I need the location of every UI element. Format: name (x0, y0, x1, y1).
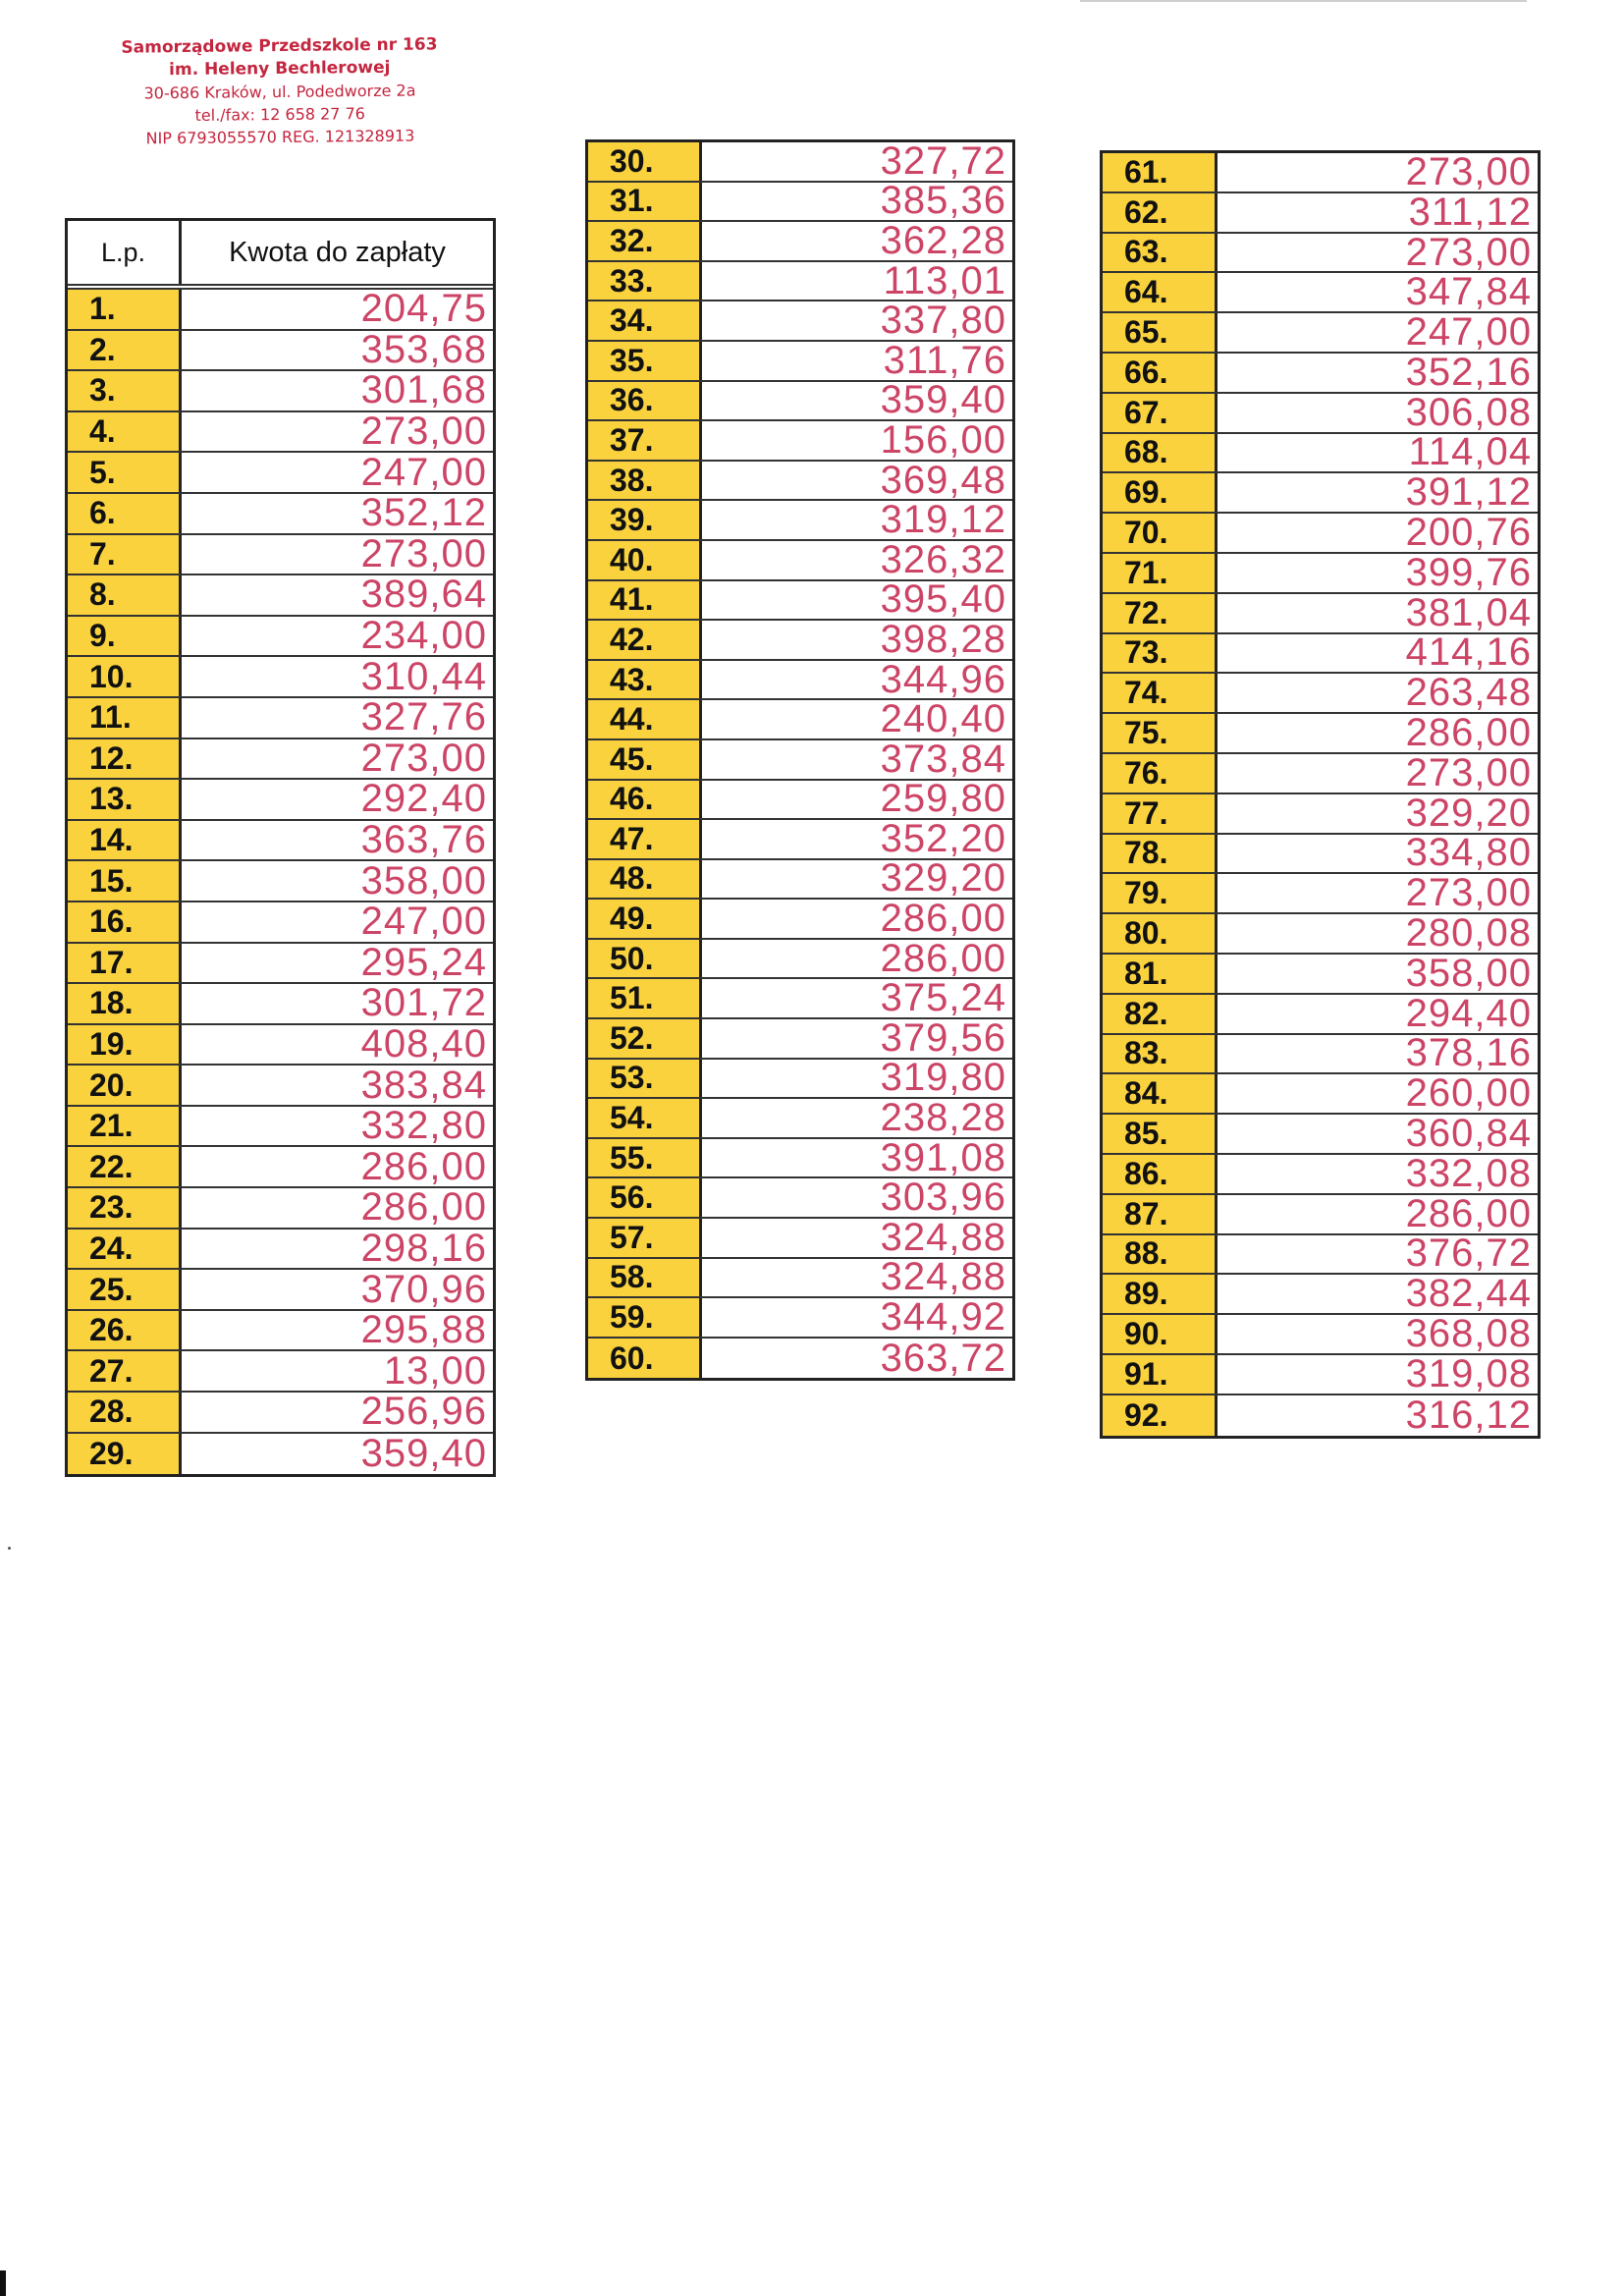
row-number: 77. (1103, 794, 1218, 833)
institution-stamp (92, 33, 466, 150)
row-number: 25. (68, 1270, 182, 1309)
row-number: 18. (68, 984, 182, 1023)
table-row (68, 1390, 493, 1434)
table-row (1103, 470, 1538, 515)
payment-table-2 (585, 139, 1015, 1381)
table-row (68, 491, 493, 535)
table-row (1103, 590, 1538, 634)
amount-due: 352,16 (1405, 350, 1532, 394)
amount-due: 362,28 (880, 218, 1006, 262)
row-number: 74. (1103, 674, 1218, 712)
table-row (588, 218, 1012, 262)
table-row (1103, 511, 1538, 555)
table-row (1103, 831, 1538, 875)
row-number: 51. (588, 979, 702, 1017)
row-number: 73. (1103, 634, 1218, 673)
table-row (1103, 390, 1538, 434)
amount-due: 286,00 (880, 897, 1006, 941)
amount-due: 319,08 (1405, 1351, 1532, 1395)
table-row (588, 737, 1012, 781)
row-number: 10. (68, 657, 182, 696)
row-number: 66. (1103, 354, 1218, 392)
table-row (588, 577, 1012, 622)
amount-due: 359,40 (880, 378, 1006, 422)
amount-due: 381,04 (1405, 590, 1532, 634)
scan-speck (8, 1547, 11, 1550)
amount-due: 358,00 (1405, 951, 1532, 995)
row-number: 6. (68, 494, 182, 533)
amount-due: 329,20 (1405, 791, 1532, 835)
table-row (68, 1226, 493, 1271)
row-number: 28. (68, 1393, 182, 1432)
table-row (68, 736, 493, 781)
row-number: 52. (588, 1019, 702, 1058)
table-row (1103, 1112, 1538, 1156)
amount-due: 200,76 (1405, 511, 1532, 555)
amount-due: 332,08 (1405, 1151, 1532, 1195)
row-number: 90. (1103, 1315, 1218, 1353)
amount-due: 286,00 (360, 1185, 487, 1230)
amount-due: 273,00 (360, 736, 487, 780)
table-row (68, 1144, 493, 1188)
row-number: 46. (588, 781, 702, 819)
row-number: 42. (588, 621, 702, 659)
amount-due: 398,28 (880, 617, 1006, 661)
row-number: 44. (588, 700, 702, 738)
amount-due: 376,72 (1405, 1231, 1532, 1276)
amount-due: 238,28 (880, 1096, 1006, 1140)
row-number: 7. (68, 535, 182, 574)
row-number: 89. (1103, 1275, 1218, 1313)
amount-due: 13,00 (383, 1348, 487, 1393)
amount-due: 368,08 (1405, 1312, 1532, 1356)
amount-due: 408,40 (360, 1021, 487, 1066)
table-row (588, 498, 1012, 542)
scan-edge-line (1080, 0, 1527, 2)
table-row (1103, 149, 1538, 193)
row-number: 87. (1103, 1195, 1218, 1233)
amount-due: 334,80 (1405, 831, 1532, 875)
amount-due: 382,44 (1405, 1272, 1532, 1316)
amount-due: 370,96 (360, 1267, 487, 1311)
row-number: 27. (68, 1351, 182, 1391)
table-row (1103, 1191, 1538, 1235)
row-number: 21. (68, 1107, 182, 1146)
amount-due: 280,08 (1405, 911, 1532, 956)
row-number: 79. (1103, 874, 1218, 912)
row-number: 41. (588, 581, 702, 620)
row-number: 40. (588, 541, 702, 579)
table-row (588, 1255, 1012, 1299)
table-row (1103, 671, 1538, 715)
amount-due: 273,00 (1405, 750, 1532, 794)
table-row (68, 531, 493, 576)
table-row (588, 378, 1012, 422)
table-row (68, 412, 493, 454)
row-number: 24. (68, 1230, 182, 1269)
amount-due: 395,40 (880, 577, 1006, 622)
row-number: 83. (1103, 1035, 1218, 1073)
amount-due: 352,12 (360, 491, 487, 535)
row-number: 64. (1103, 273, 1218, 311)
amount-due: 337,80 (880, 299, 1006, 343)
amount-due: 319,12 (880, 498, 1006, 542)
table-row (1103, 230, 1538, 274)
table-row (588, 417, 1012, 462)
table-row (1103, 871, 1538, 915)
table-row (588, 617, 1012, 661)
amount-due: 263,48 (1405, 671, 1532, 715)
amount-due: 379,56 (880, 1015, 1006, 1060)
row-number: 85. (1103, 1115, 1218, 1153)
row-number: 22. (68, 1147, 182, 1186)
table-row (588, 301, 1012, 342)
table-row (68, 777, 493, 821)
table-row (68, 1431, 493, 1475)
table-row (68, 287, 493, 331)
amount-due: 375,24 (880, 976, 1006, 1020)
table-row (588, 936, 1012, 980)
row-number: 88. (1103, 1235, 1218, 1274)
amount-due: 399,76 (1405, 550, 1532, 594)
amount-due: 301,72 (360, 981, 487, 1025)
amount-due: 414,16 (1405, 630, 1532, 675)
row-number: 39. (588, 501, 702, 539)
amount-due: 326,32 (880, 537, 1006, 581)
row-number: 45. (588, 740, 702, 779)
table-row (588, 1295, 1012, 1339)
amount-due: 347,84 (1405, 270, 1532, 314)
amount-due: 378,16 (1405, 1031, 1532, 1075)
amount-due: 259,80 (880, 777, 1006, 821)
row-number: 70. (1103, 514, 1218, 552)
amount-due: 273,00 (360, 531, 487, 575)
amount-due: 329,20 (880, 856, 1006, 901)
table-row (588, 897, 1012, 941)
amount-due: 358,00 (360, 858, 487, 902)
table-row (68, 1063, 493, 1107)
row-number: 11. (68, 698, 182, 738)
amount-due: 353,68 (360, 327, 487, 371)
header-lp: L.p. (68, 221, 182, 284)
amount-due: 273,00 (360, 410, 487, 454)
amount-due: 286,00 (360, 1144, 487, 1188)
table-row (588, 657, 1012, 701)
row-number: 47. (588, 820, 702, 858)
row-number: 81. (1103, 955, 1218, 993)
table-row (588, 856, 1012, 901)
row-number: 60. (588, 1339, 702, 1379)
row-number: 12. (68, 739, 182, 779)
table-header-row (68, 221, 493, 290)
row-number: 26. (68, 1311, 182, 1350)
row-number: 3. (68, 371, 182, 410)
table-row (68, 940, 493, 985)
amount-due: 363,76 (360, 818, 487, 862)
table-row (588, 258, 1012, 302)
table-row (68, 1267, 493, 1311)
table-row (1103, 750, 1538, 794)
row-number: 62. (1103, 193, 1218, 232)
amount-due: 391,12 (1405, 470, 1532, 515)
amount-due: 369,48 (880, 458, 1006, 502)
amount-due: 391,08 (880, 1135, 1006, 1179)
row-number: 9. (68, 617, 182, 656)
row-number: 2. (68, 331, 182, 370)
amount-due: 319,80 (880, 1056, 1006, 1100)
row-number: 55. (588, 1139, 702, 1177)
amount-due: 247,00 (360, 900, 487, 944)
row-number: 4. (68, 412, 182, 452)
table-row (1103, 1031, 1538, 1075)
table-row (1103, 951, 1538, 995)
amount-due: 113,01 (883, 258, 1006, 302)
stamp-line-ids: NIP 6793055570 REG. 121328913 (145, 126, 415, 148)
row-number: 92. (1103, 1395, 1218, 1436)
table-row (1103, 911, 1538, 956)
row-number: 49. (588, 900, 702, 938)
amount-due: 306,08 (1405, 390, 1532, 434)
row-number: 15. (68, 861, 182, 901)
row-number: 30. (588, 142, 702, 181)
stamp-line-name: Samorządowe Przedszkole nr 163 (121, 34, 438, 58)
amount-due: 294,40 (1405, 991, 1532, 1035)
table-row (1103, 430, 1538, 474)
amount-due: 273,00 (1405, 230, 1532, 274)
table-row (68, 695, 493, 739)
row-number: 17. (68, 944, 182, 983)
table-row (1103, 791, 1538, 835)
table-row (68, 368, 493, 412)
row-number: 72. (1103, 594, 1218, 632)
table-row (1103, 991, 1538, 1035)
amount-due: 316,12 (1405, 1393, 1532, 1437)
header-amount: Kwota do zapłaty (182, 221, 493, 284)
row-number: 80. (1103, 914, 1218, 953)
row-number: 5. (68, 453, 182, 492)
row-number: 38. (588, 462, 702, 500)
row-number: 35. (588, 342, 702, 380)
amount-due: 310,44 (360, 654, 487, 698)
row-number: 48. (588, 860, 702, 899)
row-number: 91. (1103, 1355, 1218, 1394)
amount-due: 273,00 (1405, 871, 1532, 915)
stamp-line-phone: tel./fax: 12 658 27 76 (194, 104, 365, 125)
amount-due: 385,36 (880, 179, 1006, 223)
stamp-line-patron: im. Heleny Bechlerowej (168, 57, 391, 81)
table-row (588, 1215, 1012, 1259)
table-row (588, 1175, 1012, 1220)
row-number: 54. (588, 1099, 702, 1137)
table-row (588, 1056, 1012, 1100)
amount-due: 114,04 (1408, 430, 1532, 474)
table-row (1103, 1351, 1538, 1395)
payment-table-1 (65, 218, 496, 1477)
amount-due: 324,88 (880, 1215, 1006, 1259)
amount-due: 324,88 (880, 1255, 1006, 1299)
amount-due: 360,84 (1405, 1112, 1532, 1156)
row-number: 65. (1103, 313, 1218, 352)
table-row (1103, 1071, 1538, 1116)
row-number: 82. (1103, 995, 1218, 1033)
payment-table-3 (1100, 150, 1541, 1439)
amount-due: 286,00 (1405, 711, 1532, 755)
amount-due: 247,00 (360, 450, 487, 494)
row-number: 69. (1103, 473, 1218, 512)
table-row (1103, 630, 1538, 675)
table-row (588, 1135, 1012, 1179)
amount-due: 359,40 (360, 1431, 487, 1475)
row-number: 23. (68, 1188, 182, 1228)
table-row (68, 981, 493, 1025)
amount-due: 286,00 (880, 936, 1006, 980)
amount-due: 298,16 (360, 1226, 487, 1270)
row-number: 14. (68, 821, 182, 860)
table-row (588, 1096, 1012, 1140)
row-number: 37. (588, 421, 702, 460)
row-number: 50. (588, 940, 702, 978)
row-number: 58. (588, 1259, 702, 1297)
amount-due: 352,20 (880, 816, 1006, 860)
amount-due: 273,00 (1405, 149, 1532, 193)
table-row (68, 1348, 493, 1393)
amount-due: 295,88 (360, 1308, 487, 1352)
table-row (588, 179, 1012, 223)
row-number: 59. (588, 1298, 702, 1337)
amount-due: 332,80 (360, 1104, 487, 1148)
table-row (588, 458, 1012, 502)
table-row (68, 858, 493, 902)
row-number: 78. (1103, 835, 1218, 873)
table-row (1103, 1231, 1538, 1276)
amount-due: 373,84 (880, 737, 1006, 781)
table-row (1103, 190, 1538, 234)
amount-due: 303,96 (880, 1175, 1006, 1220)
amount-due: 240,40 (880, 697, 1006, 741)
table-row (68, 614, 493, 658)
table-row (68, 1104, 493, 1148)
table-row (1103, 1312, 1538, 1356)
row-number: 86. (1103, 1155, 1218, 1193)
row-number: 34. (588, 301, 702, 340)
table-row (68, 1021, 493, 1066)
table-row (1103, 1272, 1538, 1316)
table-row (68, 818, 493, 862)
table-row (1103, 711, 1538, 755)
amount-due: 247,00 (1405, 310, 1532, 355)
amount-due: 363,72 (880, 1336, 1006, 1380)
row-number: 36. (588, 382, 702, 420)
row-number: 57. (588, 1219, 702, 1257)
table-row (68, 1185, 493, 1230)
amount-due: 327,72 (880, 138, 1006, 183)
table-row (1103, 550, 1538, 594)
amount-due: 301,68 (360, 368, 487, 412)
row-number: 63. (1103, 234, 1218, 272)
table-row (68, 327, 493, 372)
table-row (1103, 350, 1538, 394)
row-number: 33. (588, 262, 702, 301)
table-row (1103, 1151, 1538, 1195)
row-number: 75. (1103, 714, 1218, 752)
table-row (68, 902, 493, 944)
row-number: 8. (68, 575, 182, 615)
row-number: 76. (1103, 754, 1218, 793)
amount-due: 295,24 (360, 940, 487, 984)
table-row (588, 976, 1012, 1020)
amount-due: 234,00 (360, 614, 487, 658)
table-row (588, 697, 1012, 741)
table-row (588, 1336, 1012, 1380)
row-number: 13. (68, 780, 182, 819)
amount-due: 256,96 (360, 1390, 487, 1434)
table-row (1103, 270, 1538, 314)
amount-due: 327,76 (360, 695, 487, 739)
row-number: 67. (1103, 394, 1218, 432)
amount-due: 292,40 (360, 777, 487, 821)
row-number: 56. (588, 1178, 702, 1217)
row-number: 16. (68, 902, 182, 942)
amount-due: 156,00 (880, 417, 1006, 462)
row-number: 32. (588, 222, 702, 260)
table-row (1103, 310, 1538, 355)
amount-due: 311,12 (1408, 190, 1532, 234)
table-row (1103, 1395, 1538, 1436)
amount-due: 344,96 (880, 657, 1006, 701)
row-number: 61. (1103, 153, 1218, 191)
table-row (68, 575, 493, 617)
row-number: 43. (588, 661, 702, 699)
stamp-line-address: 30-686 Kraków, ul. Podedworze 2a (143, 81, 416, 103)
amount-due: 389,64 (360, 573, 487, 617)
table-row (68, 450, 493, 494)
row-number: 84. (1103, 1074, 1218, 1113)
amount-due: 286,00 (1405, 1191, 1532, 1235)
row-number: 19. (68, 1025, 182, 1065)
row-number: 20. (68, 1066, 182, 1105)
amount-due: 383,84 (360, 1063, 487, 1107)
amount-due: 260,00 (1405, 1071, 1532, 1116)
row-number: 29. (68, 1434, 182, 1475)
table-row (588, 1015, 1012, 1060)
amount-due: 311,76 (883, 338, 1006, 382)
row-number: 1. (68, 290, 182, 329)
table-row (68, 654, 493, 698)
table-row (588, 138, 1012, 183)
table-row (588, 777, 1012, 821)
amount-due: 204,75 (360, 287, 487, 331)
table-row (588, 537, 1012, 581)
table-row (68, 1308, 493, 1352)
row-number: 31. (588, 183, 702, 221)
table-row (588, 816, 1012, 860)
row-number: 68. (1103, 434, 1218, 472)
amount-due: 344,92 (880, 1295, 1006, 1339)
row-number: 71. (1103, 554, 1218, 592)
table-row (588, 338, 1012, 382)
row-number: 53. (588, 1060, 702, 1098)
scan-edge-mark (0, 2270, 6, 2296)
